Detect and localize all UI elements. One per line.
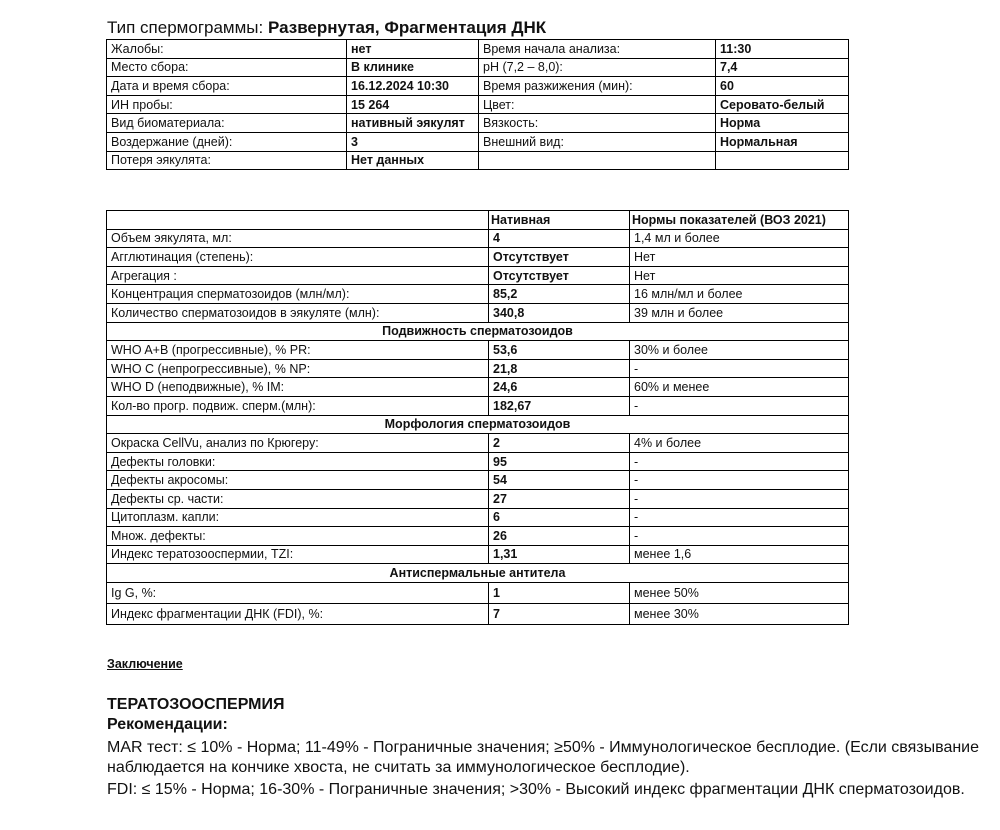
info-value: Серовато-белый — [716, 95, 849, 114]
results-table — [106, 210, 849, 625]
result-row — [107, 229, 849, 248]
result-value: Отсутствует — [489, 248, 630, 267]
header-cell-norms: Нормы показателей (ВОЗ 2021) — [630, 211, 849, 230]
results-header-row — [107, 211, 849, 230]
info-label: pH (7,2 – 8,0): — [479, 58, 716, 77]
section-antibodies-title: Антиспермальные антитела — [107, 564, 849, 583]
info-value: нативный эякулят — [347, 114, 479, 133]
result-row — [107, 341, 849, 360]
info-label — [479, 151, 716, 170]
info-row — [107, 40, 849, 59]
info-value: 3 — [347, 132, 479, 151]
info-value: 7,4 — [716, 58, 849, 77]
result-norm: Нет — [630, 248, 849, 267]
result-norm: - — [630, 508, 849, 527]
result-value: 2 — [489, 434, 630, 453]
info-value: Нет данных — [347, 151, 479, 170]
result-param: Индекс тератозооспермии, TZI: — [107, 545, 489, 564]
conclusion-label: Заключение — [107, 657, 183, 671]
result-value: 4 — [489, 229, 630, 248]
info-row — [107, 58, 849, 77]
result-norm: 1,4 мл и более — [630, 229, 849, 248]
result-norm: Нет — [630, 266, 849, 285]
info-label: ИН пробы: — [107, 95, 347, 114]
result-value: 54 — [489, 471, 630, 490]
info-value: 15 264 — [347, 95, 479, 114]
header-cell-native: Нативная — [489, 211, 630, 230]
result-param: Агрегация : — [107, 266, 489, 285]
page-title — [107, 18, 546, 38]
info-value: Норма — [716, 114, 849, 133]
result-value: Отсутствует — [489, 266, 630, 285]
result-value: 53,6 — [489, 341, 630, 360]
result-param: WHO D (неподвижные), % IM: — [107, 378, 489, 397]
result-param: Множ. дефекты: — [107, 527, 489, 546]
result-param: Индекс фрагментации ДНК (FDI), %: — [107, 603, 489, 624]
info-label: Время разжижения (мин): — [479, 77, 716, 96]
result-value: 24,6 — [489, 378, 630, 397]
result-norm: - — [630, 452, 849, 471]
result-value: 95 — [489, 452, 630, 471]
result-param: Ig G, %: — [107, 582, 489, 603]
result-norm: - — [630, 489, 849, 508]
result-param: Количество сперматозоидов в эякуляте (млн): — [107, 303, 489, 322]
info-value: Нормальная — [716, 132, 849, 151]
info-label: Вид биоматериала: — [107, 114, 347, 133]
result-param: Концентрация сперматозоидов (млн/мл): — [107, 285, 489, 304]
section-motility-title: Подвижность сперматозоидов — [107, 322, 849, 341]
result-row — [107, 378, 849, 397]
info-label: Цвет: — [479, 95, 716, 114]
info-label: Жалобы: — [107, 40, 347, 59]
result-row — [107, 527, 849, 546]
result-row — [107, 248, 849, 267]
result-norm: - — [630, 396, 849, 415]
result-value: 26 — [489, 527, 630, 546]
info-row — [107, 151, 849, 170]
result-row — [107, 508, 849, 527]
info-label: Место сбора: — [107, 58, 347, 77]
result-param: Окраска CellVu, анализ по Крюгеру: — [107, 434, 489, 453]
info-value: В клинике — [347, 58, 479, 77]
diagnosis: ТЕРАТОЗООСПЕРМИЯ — [107, 696, 285, 713]
result-param: Дефекты акросомы: — [107, 471, 489, 490]
section-morphology — [107, 415, 849, 434]
result-row — [107, 582, 849, 603]
result-value: 340,8 — [489, 303, 630, 322]
result-param: Дефекты ср. части: — [107, 489, 489, 508]
info-value: 16.12.2024 10:30 — [347, 77, 479, 96]
result-param: Цитоплазм. капли: — [107, 508, 489, 527]
result-norm: менее 1,6 — [630, 545, 849, 564]
result-norm: 39 млн и более — [630, 303, 849, 322]
sample-info-table — [106, 39, 849, 170]
result-norm: - — [630, 359, 849, 378]
mar-test-text: MAR тест: ≤ 10% - Норма; 11-49% - Пограничные значения; ≥50% - Иммунологическое бесплодие. (Если связывание наблюдается на кончике хвоста, не считать за иммунологическое бесплодие). — [107, 739, 980, 776]
info-value — [716, 151, 849, 170]
result-param: Агглютинация (степень): — [107, 248, 489, 267]
result-row — [107, 489, 849, 508]
result-value: 6 — [489, 508, 630, 527]
result-value: 1 — [489, 582, 630, 603]
info-row — [107, 114, 849, 133]
result-value: 85,2 — [489, 285, 630, 304]
result-value: 27 — [489, 489, 630, 508]
result-param: WHO A+B (прогрессивные), % PR: — [107, 341, 489, 360]
result-row — [107, 471, 849, 490]
info-label: Потеря эякулята: — [107, 151, 347, 170]
result-norm: - — [630, 527, 849, 546]
info-row — [107, 77, 849, 96]
info-label: Время начала анализа: — [479, 40, 716, 59]
recommendations-title: Рекомендации: — [107, 716, 228, 733]
result-param: Объем эякулята, мл: — [107, 229, 489, 248]
result-value: 182,67 — [489, 396, 630, 415]
section-morphology-title: Морфология сперматозоидов — [107, 415, 849, 434]
info-row — [107, 132, 849, 151]
result-row — [107, 303, 849, 322]
info-label: Дата и время сбора: — [107, 77, 347, 96]
result-norm: 60% и менее — [630, 378, 849, 397]
info-label: Воздержание (дней): — [107, 132, 347, 151]
result-row — [107, 434, 849, 453]
title-prefix: Тип спермограммы: — [107, 18, 268, 37]
result-param: Кол-во прогр. подвиж. сперм.(млн): — [107, 396, 489, 415]
info-label: Внешний вид: — [479, 132, 716, 151]
info-value: 11:30 — [716, 40, 849, 59]
header-cell-param — [107, 211, 489, 230]
result-norm: менее 30% — [630, 603, 849, 624]
result-norm: - — [630, 471, 849, 490]
result-row — [107, 452, 849, 471]
result-row — [107, 266, 849, 285]
result-norm: менее 50% — [630, 582, 849, 603]
section-antibodies — [107, 564, 849, 583]
info-row — [107, 95, 849, 114]
fdi-text: FDI: ≤ 15% - Норма; 16-30% - Пограничные значения; >30% - Высокий индекс фрагментации ДНК сперматозоидов. — [107, 781, 965, 798]
result-value: 21,8 — [489, 359, 630, 378]
result-row — [107, 285, 849, 304]
info-value: 60 — [716, 77, 849, 96]
info-label: Вязкость: — [479, 114, 716, 133]
title-value: Развернутая, Фрагментация ДНК — [267, 18, 547, 37]
result-norm: 30% и более — [630, 341, 849, 360]
result-param: WHO C (непрогрессивные), % NP: — [107, 359, 489, 378]
result-row — [107, 603, 849, 624]
result-norm: 4% и более — [630, 434, 849, 453]
result-value: 1,31 — [489, 545, 630, 564]
result-norm: 16 млн/мл и более — [630, 285, 849, 304]
result-row — [107, 545, 849, 564]
result-value: 7 — [489, 603, 630, 624]
info-value: нет — [347, 40, 479, 59]
result-row — [107, 396, 849, 415]
result-row — [107, 359, 849, 378]
result-param: Дефекты головки: — [107, 452, 489, 471]
section-motility — [107, 322, 849, 341]
